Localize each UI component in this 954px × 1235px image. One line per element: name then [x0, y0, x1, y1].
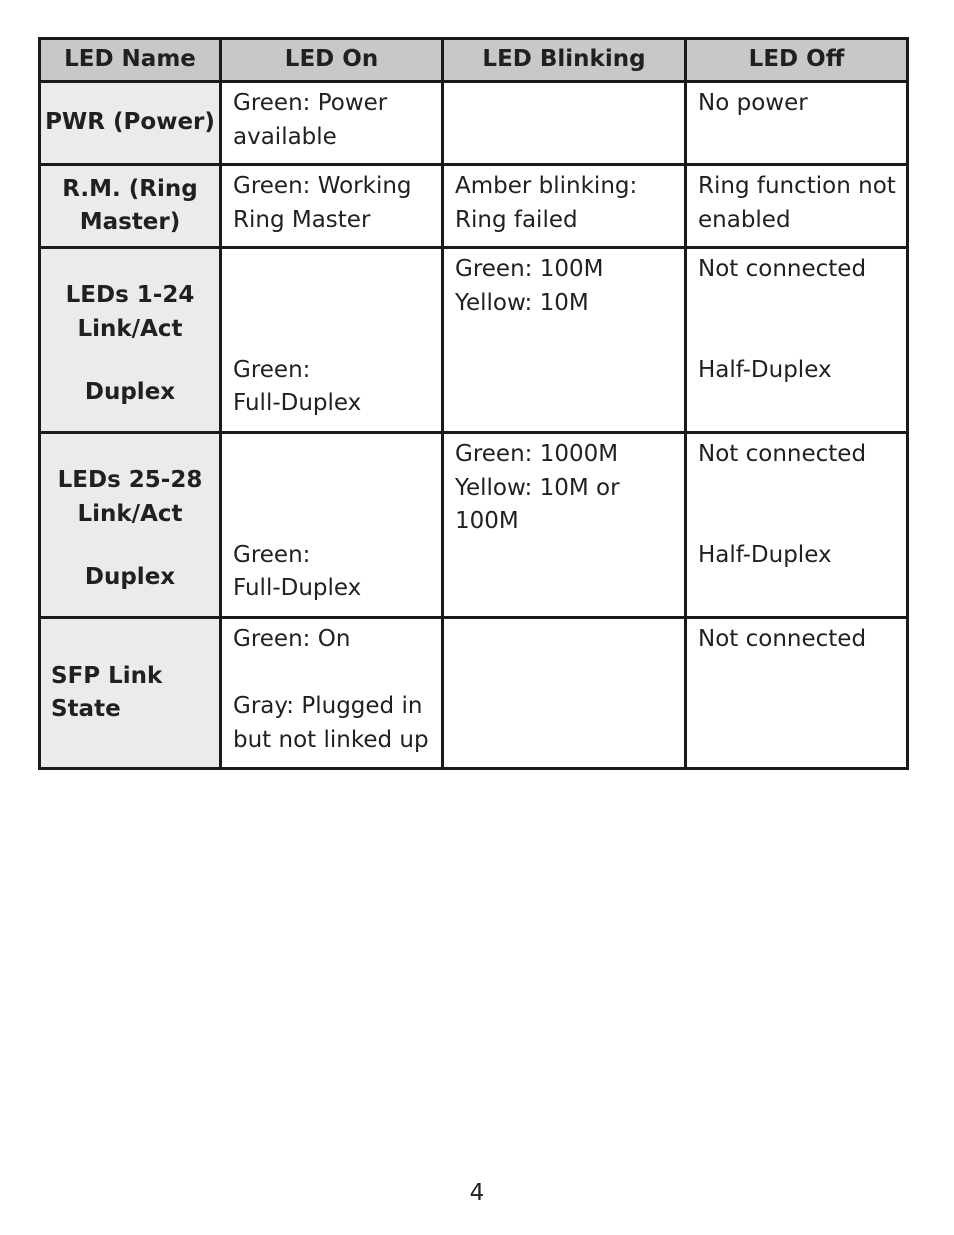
led-name-25-28	[40, 433, 221, 618]
table-row	[40, 618, 908, 769]
cell-line: Not connected	[698, 256, 867, 282]
cell-line: Not connected	[698, 626, 867, 652]
table-row	[40, 248, 908, 433]
cell-line: 100M	[455, 508, 519, 534]
cell-line: Ring Master	[233, 206, 371, 233]
led-on-25-28	[221, 433, 443, 618]
cell-line: LEDs 25-28	[57, 467, 203, 493]
led-off-sfp	[686, 618, 908, 769]
cell-line: Full-Duplex	[233, 575, 362, 601]
cell-line: Yellow: 10M	[455, 289, 589, 316]
header-led-on: LED On	[221, 39, 443, 82]
cell-line: Ring function not	[698, 173, 896, 199]
header-led-name: LED Name	[40, 39, 221, 82]
led-name-1-24	[40, 248, 221, 433]
led-blinking-rm	[443, 165, 686, 248]
cell-line: Yellow: 10M or	[455, 474, 620, 501]
led-name-pwr-label: PWR (Power)	[45, 109, 215, 136]
led-off-1-24	[686, 248, 908, 433]
cell-line: Half-Duplex	[698, 356, 832, 383]
led-on-1-24	[221, 248, 443, 433]
cell-line: Ring failed	[455, 206, 578, 233]
led-status-table	[38, 37, 909, 770]
led-off-25-28	[686, 433, 908, 618]
cell-line: Link/Act	[77, 500, 183, 527]
led-blinking-pwr	[443, 82, 686, 165]
cell-line: Gray: Plugged in	[233, 693, 423, 719]
cell-line: Not connected	[698, 441, 867, 467]
led-name-pwr	[40, 82, 221, 165]
cell-line: enabled	[698, 206, 791, 233]
led-name-rm	[40, 165, 221, 248]
led-blinking-25-28	[443, 433, 686, 618]
table-row	[40, 82, 908, 165]
table-row	[40, 165, 908, 248]
cell-line: Green:	[233, 356, 311, 383]
cell-line: Green: 100M	[455, 256, 604, 282]
cell-line: Green: Working	[233, 173, 412, 199]
led-name-sfp	[40, 618, 221, 769]
cell-line: Master)	[79, 209, 181, 235]
led-off-pwr	[686, 82, 908, 165]
led-on-pwr	[221, 82, 443, 165]
cell-line: LEDs 1-24	[65, 282, 195, 308]
cell-line: SFP Link	[51, 662, 163, 689]
cell-line: but not linked up	[233, 726, 429, 753]
table-header-row	[40, 39, 908, 82]
cell-line: Link/Act	[77, 315, 183, 342]
led-blinking-sfp	[443, 618, 686, 769]
header-led-off: LED Off	[686, 39, 908, 82]
cell-line: Duplex	[84, 563, 176, 590]
cell-line: available	[233, 123, 337, 150]
cell-line: R.M. (Ring	[62, 175, 198, 202]
cell-line: State	[51, 696, 121, 722]
cell-line: Green: On	[233, 626, 351, 652]
cell-line: Green: 1000M	[455, 441, 619, 467]
led-off-rm	[686, 165, 908, 248]
cell-line: Half-Duplex	[698, 541, 832, 568]
cell-line: Green: Power	[233, 90, 388, 116]
led-blinking-1-24	[443, 248, 686, 433]
page-number: 4	[469, 1180, 485, 1206]
cell-line: Amber blinking:	[455, 173, 638, 199]
cell-line: Green:	[233, 541, 311, 568]
cell-line: Full-Duplex	[233, 390, 362, 416]
led-on-sfp	[221, 618, 443, 769]
table-row	[40, 433, 908, 618]
header-led-blinking: LED Blinking	[443, 39, 686, 82]
cell-line: No power	[698, 90, 808, 116]
cell-line: Duplex	[84, 378, 176, 405]
led-on-rm	[221, 165, 443, 248]
